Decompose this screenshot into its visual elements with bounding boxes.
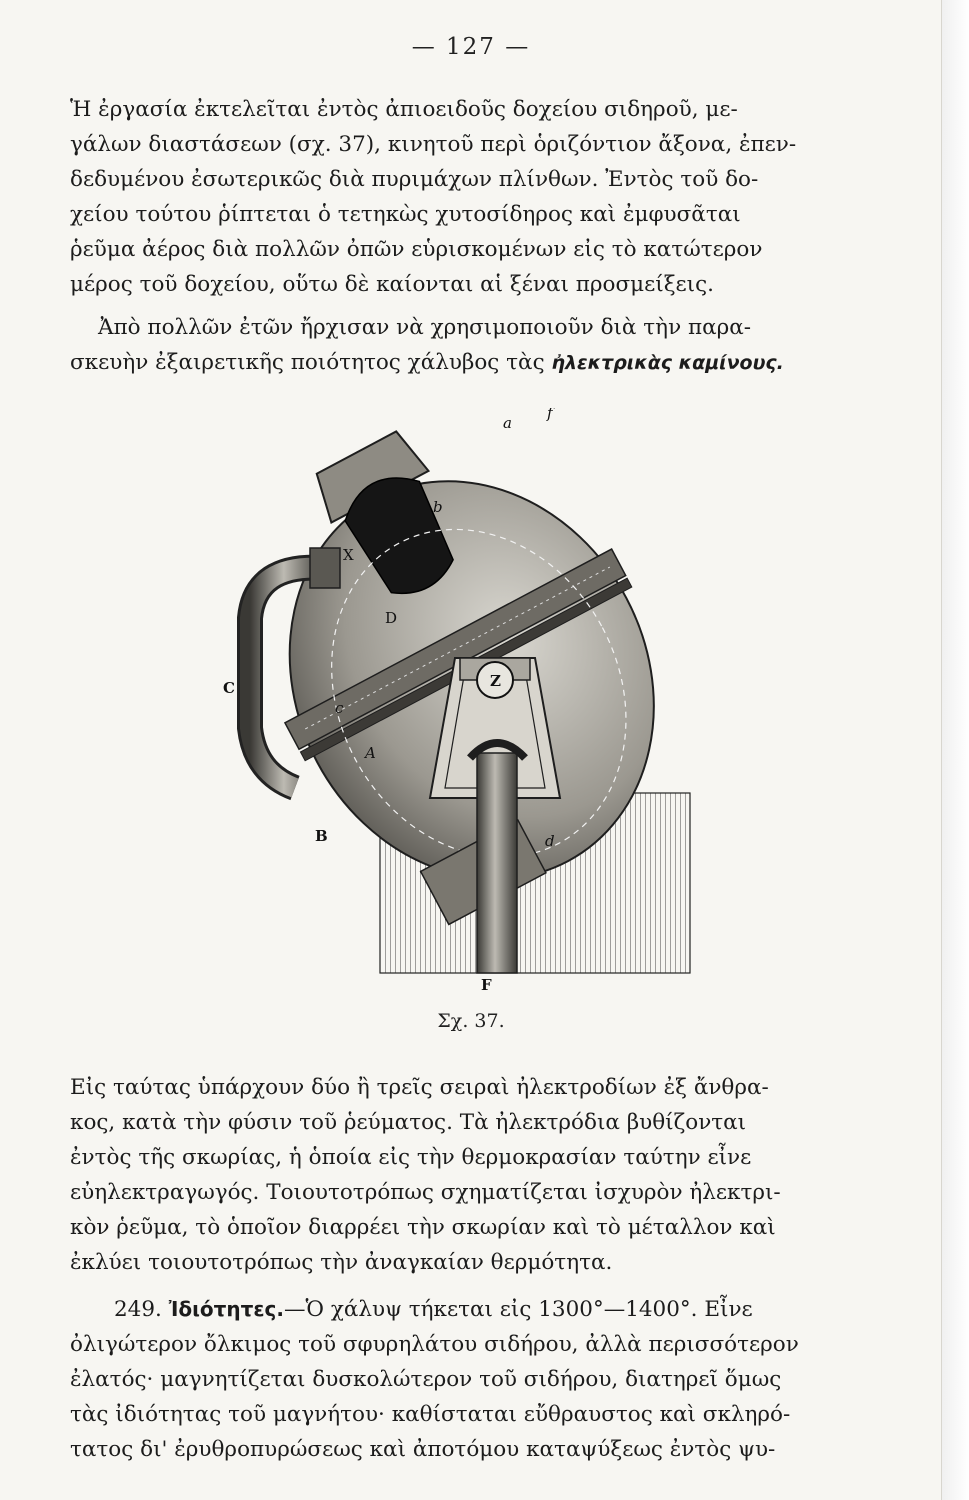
section-number: 249.: [114, 1297, 162, 1322]
text-line: τατος δι' ἐρυθροπυρώσεως καὶ ἀποτόμου καταψύξεως ἐντὸς ψυ-: [70, 1437, 776, 1462]
label-c: c: [335, 699, 344, 717]
label-F: F: [481, 976, 492, 993]
label-a: a: [503, 414, 512, 432]
section-term: Ἰδιότητες.: [168, 1297, 285, 1321]
text-run: —Ὁ χάλυψ τήκεται εἰς 1300°—1400°. Εἶνε: [284, 1297, 753, 1322]
text-line: κος, κατὰ τὴν φύσιν τοῦ ῥεύματος. Τὰ ἠλεκτρόδια βυθίζονται: [70, 1110, 747, 1135]
text-line: κὸν ῥεῦμα, τὸ ὁποῖον διαρρέει τὴν σκωρίαν καὶ τὸ μέταλλον καὶ: [70, 1215, 776, 1240]
label-x: X: [343, 546, 354, 564]
text-line: εὐηλεκτραγωγός. Τοιουτοτρόπως σχηματίζεται ἰσχυρὸν ἠλεκτρι-: [70, 1180, 781, 1205]
text-line: [70, 1292, 876, 1327]
page-number: — 127 —: [411, 34, 531, 60]
label-D: D: [385, 609, 398, 627]
text-line: ἐντὸς τῆς σκωρίας, ἡ ὁποία εἰς τὴν θερμοκρασίαν ταύτην εἶνε: [70, 1145, 752, 1170]
text-line: ἐκλύει τοιουτοτρόπως τὴν ἀναγκαίαν θερμότητα.: [70, 1250, 613, 1275]
text-line: ῥεῦμα ἀέρος διὰ πολλῶν ὀπῶν εὑρισκομένων εἰς τὸ κατώτερον: [70, 237, 763, 262]
text-line: δεδυμένου ἐσωτερικῶς διὰ πυριμάχων πλίνθων. Ἐντὸς τοῦ δο-: [70, 167, 759, 192]
label-B: B: [315, 827, 328, 845]
label-Z: Z: [490, 672, 501, 690]
paragraph-electrodes: [70, 1070, 876, 1280]
converter-engraving: [215, 408, 700, 993]
paragraph-converter: [70, 92, 876, 302]
text-line: τὰς ἰδιότητας τοῦ μαγνήτου· καθίσταται εὔθραυστος καὶ σκληρό-: [70, 1402, 791, 1427]
figure-converter-diagram: [215, 408, 700, 993]
text-line: γάλων διαστάσεων (σχ. 37), κινητοῦ περὶ ὁριζόντιον ἄξονα, ἐπεν-: [70, 132, 797, 157]
text-line: χείου τούτου ῥίπτεται ὁ τετηκὼς χυτοσίδηρος καὶ ἐμφυσᾶται: [70, 202, 741, 227]
bold-term-electric-furnaces: ἠλεκτρικὰς καμίνους.: [551, 352, 784, 374]
figure-caption: Σχ. 37.: [437, 1010, 505, 1032]
paragraph-electric-furnaces: [70, 310, 876, 381]
text-line: ὀλιγώτερον ὄλκιμος τοῦ σφυρηλάτου σιδήρου, ἀλλὰ περισσότερον: [70, 1332, 799, 1357]
text-line: [70, 345, 876, 381]
text-line: Ἀπὸ πολλῶν ἐτῶν ἤρχισαν νὰ χρησιμοποιοῦν διὰ τὴν παρα-: [98, 315, 752, 340]
text-line: ἐλατός· μαγνητίζεται δυσκολώτερον τοῦ σιδήρου, διατηρεῖ ὅμως: [70, 1367, 782, 1392]
label-C: C: [223, 679, 235, 697]
text-line: Ἡ ἐργασία ἐκτελεῖται ἐντὸς ἀπιοειδοῦς δοχείου σιδηροῦ, με-: [70, 97, 738, 122]
label-b: b: [433, 498, 443, 516]
vertical-pipe: [477, 753, 517, 973]
label-d: d: [545, 832, 555, 850]
paragraph-properties: [70, 1292, 876, 1467]
label-A: A: [365, 744, 376, 762]
text-line: Εἰς ταύτας ὑπάρχουν δύο ἢ τρεῖς σειραὶ ἠλεκτροδίων ἐξ ἄνθρα-: [70, 1075, 769, 1100]
page-edge: [942, 0, 969, 1500]
label-f: f: [547, 408, 553, 422]
text-line: μέρος τοῦ δοχείου, οὕτω δὲ καίονται αἱ ξέναι προσμείξεις.: [70, 272, 714, 297]
text-run: σκευὴν ἐξαιρετικῆς ποιότητος χάλυβος τὰς: [70, 350, 552, 375]
